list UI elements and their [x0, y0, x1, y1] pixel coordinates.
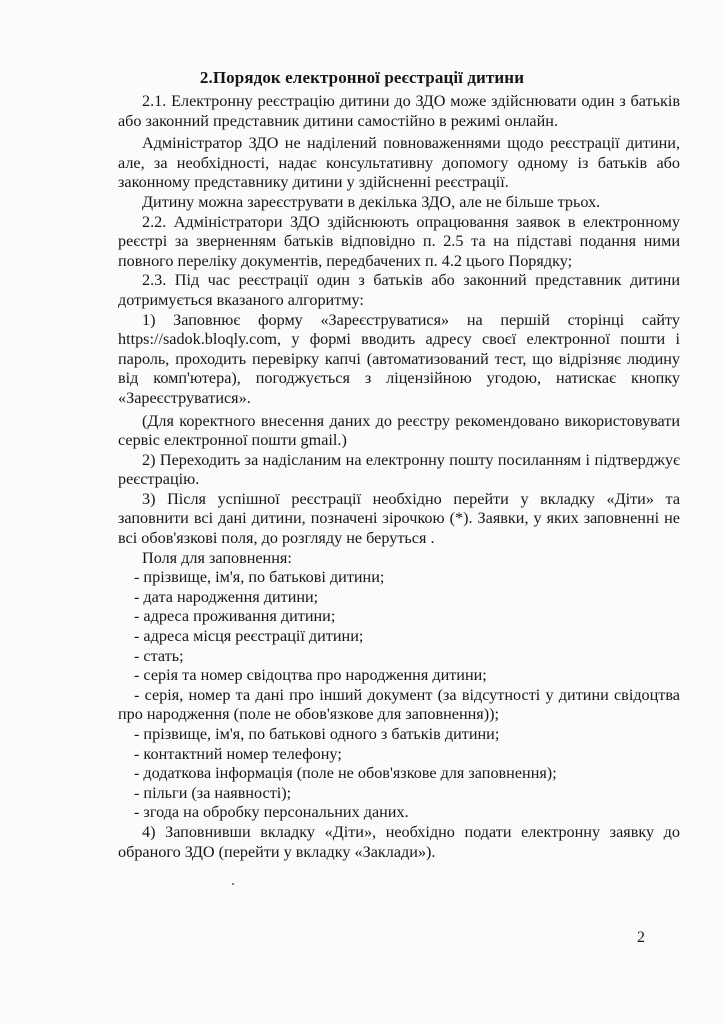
document-body — [118, 92, 680, 862]
field-item: - згода на обробку персональних даних. — [134, 803, 409, 822]
paragraph-admin: Адміністратор ЗДО не наділений повноваженнями щодо реєстрації дитини, але, за необхідності, надає консультативну допомогу одному із батьків або законному представнику дитини у здійсненні реєстрації. — [118, 134, 680, 192]
field-item: - стать; — [134, 646, 184, 665]
section-title: 2.Порядок електронної реєстрації дитини — [199, 68, 525, 87]
field-item: - серія та номер свідоцтва про народження дитини; — [134, 666, 487, 685]
field-item: - адреса проживання дитини; — [134, 607, 336, 626]
field-item: - контактний номер телефону; — [134, 744, 342, 763]
field-item: - додаткова інформація (поле не обов'язкове для заповнення); — [134, 764, 557, 783]
gmail-note: (Для коректного внесення даних до реєстру рекомендовано використовувати сервіс електронної пошти gmail.) — [118, 411, 680, 450]
paragraph-limit: Дитину можна зареєструвати в декілька ЗДО, але не більше трьох. — [142, 192, 601, 211]
paragraph-2-3: 2.3. Під час реєстрації один з батьків або законний представник дитини дотримується вказаного алгоритму: — [118, 271, 680, 309]
field-item: - прізвище, ім'я, по батькові одного з батьків дитини; — [134, 725, 500, 743]
paragraph-2-2: 2.2. Адміністратори ЗДО здійснюють опрацювання заявок в електронному реєстрі за зверненням батьків відповідно п. 2.5 та на підставі подання ними повного переліку документів, передбачених п. 4.2 цього Порядку; — [118, 212, 680, 270]
step-2: 2) Переходить за надісланим на електронну пошту посиланням і підтверджує реєстрацію. — [118, 450, 680, 489]
step-1: 1) Заповнює форму «Зареєструватися» на першій сторінці сайту https://sadok.bloqly.com, у формі вводить адресу своєї електронної пошти і пароль, проходить перевірку капчі (автоматизований тест, що відрізняє людину від комп'ютера), погоджується з ліцензійною угодою, натискає кнопку «Зареєструватися». — [118, 310, 680, 407]
fields-heading: Поля для заповнення: — [142, 548, 292, 567]
field-item: - прізвище, ім'я, по батькові дитини; — [134, 568, 385, 587]
fields-list — [118, 568, 680, 823]
step-4: 4) Заповнивши вкладку «Діти», необхідно подати електронну заявку до обраного ЗДО (перейти у вкладку «Заклади»). — [118, 822, 680, 861]
page-number: 2 — [637, 929, 645, 946]
scan-speck — [232, 883, 234, 885]
paragraph-2-1: 2.1. Електронну реєстрацію дитини до ЗДО може здійснювати один з батьків або законний представник дитини самостійно в режимі онлайн. — [118, 92, 680, 130]
field-item: - адреса місця реєстрації дитини; — [134, 627, 364, 646]
field-item: - серія, номер та дані про інший документ (за відсутності у дитини свідоцтва про народження (поле не обов'язкове для заповнення)); — [118, 685, 680, 724]
field-item: - пільги (за наявності); — [134, 783, 292, 802]
field-item: - дата народження дитини; — [134, 587, 319, 606]
step-3: 3) Після успішної реєстрації необхідно перейти у вкладку «Діти» та заповнити всі дані дитини, позначені зірочкою (*). Заявки, у яких заповненні не всі обов'язкові поля, до розгляду не беруться . — [118, 489, 680, 548]
